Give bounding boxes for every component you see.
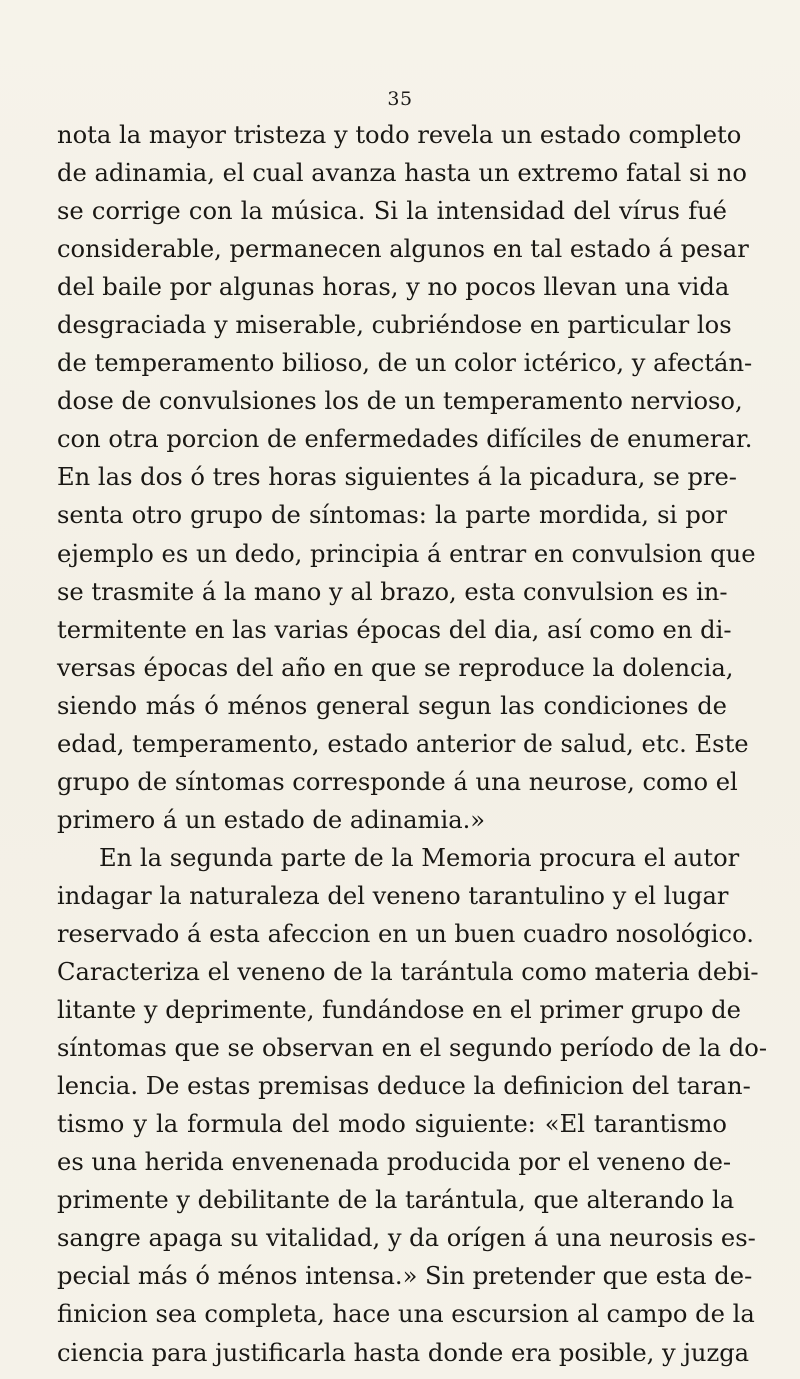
text-line: nota la mayor tristeza y todo revela un estado completo	[57, 121, 742, 149]
text-line: litante y deprimente, fundándose en el primer grupo de	[57, 996, 741, 1025]
text-line: senta otro grupo de síntomas: la parte mordida, si por	[57, 501, 727, 530]
text-line: desgraciada y miserable, cubriéndose en particular los	[57, 311, 732, 340]
text-line: considerable, permanecen algunos en tal estado á pesar	[57, 235, 749, 264]
text-line: lencia. De estas premisas deduce la definicion del taran-	[57, 1072, 751, 1101]
text-line: termitente en las varias épocas del dia, así como en di-	[57, 615, 732, 644]
text-line: reservado á esta afeccion en un buen cuadro nosológico.	[57, 919, 754, 948]
text-line: del baile por algunas horas, y no pocos llevan una vida	[57, 273, 730, 302]
text-line: ejemplo es un dedo, principia á entrar en convulsion que	[57, 539, 756, 568]
text-line: con otra porcion de enfermedades difíciles de enumerar.	[57, 425, 753, 454]
text-line: siendo más ó ménos general segun las condiciones de	[57, 691, 727, 720]
text-line: pecial más ó ménos intensa.» Sin pretender que esta de-	[57, 1262, 753, 1291]
text-line: Caracteriza el veneno de la tarántula como materia debi-	[57, 958, 759, 987]
text-line: tismo y la formula del modo siguiente: «El tarantismo	[57, 1110, 727, 1139]
text-line: grupo de síntomas corresponde á una neurose, como el	[57, 767, 738, 796]
text-line: versas épocas del año en que se reproduce la dolencia,	[57, 653, 734, 682]
text-line: finicion sea completa, hace una escursion al campo de la	[57, 1300, 755, 1329]
text-line: sangre apaga su vitalidad, y da orígen á una neurosis es-	[57, 1224, 756, 1253]
text-line: edad, temperamento, estado anterior de salud, etc. Este	[57, 729, 749, 758]
text-line: dose de convulsiones los de un temperamento nervioso,	[57, 387, 743, 416]
text-line: primente y debilitante de la tarántula, que alterando la	[57, 1186, 735, 1215]
body-text	[57, 116, 767, 1372]
text-line: se corrige con la música. Si la intensidad del vírus fué	[57, 197, 727, 226]
text-line: se trasmite á la mano y al brazo, esta convulsion es in-	[57, 577, 728, 606]
text-line: En la segunda parte de la Memoria procura el autor	[99, 843, 740, 872]
text-line: ciencia para justificarla hasta donde era posible, y juzga	[57, 1338, 750, 1367]
text-line: de temperamento bilioso, de un color ictérico, y afectán-	[57, 349, 753, 378]
text-line: En las dos ó tres horas siguientes á la picadura, se pre-	[57, 463, 737, 492]
page-number: 35	[387, 88, 413, 110]
text-line: de adinamia, el cual avanza hasta un extremo fatal si no	[57, 159, 747, 188]
text-line: indagar la naturaleza del veneno tarantulino y el lugar	[57, 881, 729, 910]
text-line: es una herida envenenada producida por el veneno de-	[57, 1148, 732, 1177]
text-line: primero á un estado de adinamia.»	[57, 805, 486, 834]
text-line: síntomas que se observan en el segundo período de la do-	[57, 1034, 767, 1063]
